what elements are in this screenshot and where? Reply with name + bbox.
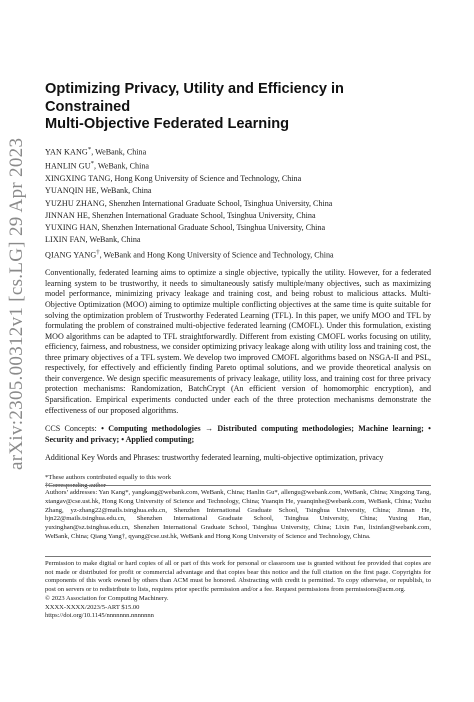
author-entry bbox=[45, 210, 431, 222]
author-list bbox=[45, 144, 431, 262]
author-entry bbox=[45, 158, 431, 173]
copyright-line: © 2023 Association for Computing Machinery. bbox=[45, 594, 169, 602]
author-entry bbox=[45, 144, 431, 159]
footnote-corresponding-author: †Corresponding author bbox=[45, 482, 106, 490]
author-name: YUANQIN HE bbox=[45, 186, 97, 196]
author-affiliation: , WeBank, China bbox=[96, 186, 152, 196]
author-mark: * bbox=[90, 160, 95, 168]
permission-statement: Permission to make digital or hard copies of all or part of this work for personal or classroom use is granted without fee provided that copies are not made or distributed for profit or commercial advantage and that copies bear this notice and the full citation on the first page. Copyrights for components of this work owned by others than ACM must be honored. Abstracting with credit is permitted. To copy otherwise, or republish, to post on servers or to redistribute to lists, requires prior specific permission and/or a fee. Request permissions from permissions@acm.org. bbox=[45, 560, 431, 594]
author-affiliation: , Shenzhen International Graduate School, Tsinghua University, China bbox=[87, 210, 316, 220]
author-affiliation: , WeBank, China bbox=[94, 162, 149, 172]
author-name: HANLIN GU bbox=[45, 162, 91, 172]
author-name: JINNAN HE bbox=[45, 210, 88, 220]
author-name: YUZHU ZHANG bbox=[45, 198, 105, 208]
author-name: QIANG YANG bbox=[45, 250, 97, 260]
author-affiliation: , Hong Kong University of Science and Technology, China bbox=[110, 174, 302, 184]
footnote-equal-contribution: *These authors contributed equally to this work bbox=[45, 473, 171, 481]
issn-line: XXXX-XXXX/2023/5-ART $15.00 bbox=[45, 603, 140, 611]
author-mark: † bbox=[96, 248, 100, 256]
abstract: Conventionally, federated learning aims to optimize a single objective, typically the utility. However, for a federated learning system to be trustworthy, it needs to simultaneously satisfy multiple/many objectives, such as maximizing model performance, minimizing privacy leakage and training cost, and being robust to malicious attacks. Multi-Objective Optimization (MOO) aiming to optimize multiple conflicting objectives at the same time is quite suitable for solving the optimization problem of Trustworthy Federated Learning (TFL). In this paper, we unify MOO and TFL by formulating the problem of constrained multi-objective federated learning (CMOFL). Under this formulation, existing MOO algorithms can be adapted to TFL straightforwardly. Different from existing CMOFL works focusing on utility, efficiency, fairness, and robustness, we consider optimizing privacy leakage along with utility loss and training cost, the three primary objectives of a TFL system. We develop two improved CMOFL algorithms based on NSGA-II and PSL, respectively, for effectively and efficiently finding Pareto optimal solutions, and we provide theoretical analysis on their convergence. We design specific measurements of privacy leakage, utility loss, and training cost for three privacy protection mechanisms: Randomization, BatchCrypt (An efficient version of homomorphic encryption), and Sparsification. Empirical experiments conducted under each of the three protection mechanisms demonstrate the effectiveness of our proposed algorithms. bbox=[45, 268, 431, 415]
ccs-concepts bbox=[45, 424, 431, 445]
author-affiliation: , WeBank and Hong Kong University of Science and Technology, China bbox=[99, 250, 334, 260]
author-affiliation: , Shenzhen International Graduate School, Tsinghua University, China bbox=[104, 198, 333, 208]
author-entry bbox=[45, 222, 431, 234]
permission-notice-block bbox=[45, 556, 431, 621]
additional-keywords: Additional Key Words and Phrases: trustworthy federated learning, multi-objective optimization, privacy bbox=[45, 453, 384, 463]
front-matter bbox=[45, 81, 431, 491]
author-name: LIXIN FAN bbox=[45, 235, 86, 245]
title-line-2: Multi-Objective Federated Learning bbox=[45, 116, 290, 132]
author-entry bbox=[45, 247, 431, 262]
author-name: YUXING HAN bbox=[45, 223, 98, 233]
author-affiliation: , WeBank, China bbox=[85, 235, 141, 245]
author-affiliation: , Shenzhen International Graduate School, Tsinghua University, China bbox=[97, 223, 326, 233]
author-entry bbox=[45, 234, 431, 246]
paper-title bbox=[45, 81, 431, 134]
authors-addresses: Authors’ addresses: Yan Kang*, yangkang@webank.com, WeBank, China; Hanlin Gu*, allengu@webank.com, WeBank, China; Xingxing Tang, xtangav@cse.ust.hk, Hong Kong University of Science and Technology, China; Yuanqin He, yuanqinhe@webank.com, WeBank, China; Yuzhu Zhang, yz-zhang22@mails.tsinghua.edu.cn, Shenzhen International Graduate School, Tsinghua University, China; Jinnan He, hjn22@mails.tsinghua.edu.cn, Shenzhen International Graduate School, Tsinghua University, China; Yuxing Han, yuxinghan@sz.tsinghua.edu.cn, Shenzhen International Graduate School, Tsinghua University, China; Lixin Fan, lixinfan@webank.com, WeBank, China; Qiang Yang†, qyang@cse.ust.hk, WeBank and Hong Kong University of Science and Technology, China. bbox=[45, 485, 431, 542]
title-line-1: Optimizing Privacy, Utility and Efficiency in Constrained bbox=[45, 81, 344, 115]
ccs-items: • Computing methodologies → Distributed computing methodologies; Machine learning; • Security and privacy; • Applied computing; bbox=[45, 424, 431, 444]
author-name: XINGXING TANG bbox=[45, 174, 111, 184]
author-name: YAN KANG bbox=[45, 147, 88, 157]
ccs-label: CCS Concepts: bbox=[45, 424, 102, 434]
author-entry bbox=[45, 185, 431, 197]
author-mark: * bbox=[87, 145, 92, 153]
author-entry bbox=[45, 173, 431, 185]
author-affiliation: , WeBank, China bbox=[91, 147, 147, 157]
doi-link[interactable]: https://doi.org/10.1145/nnnnnnn.nnnnnnn bbox=[45, 612, 154, 620]
author-entry bbox=[45, 198, 431, 210]
arxiv-identifier-stamp[interactable]: arXiv:2305.00312v1 [cs.LG] 29 Apr 2023 bbox=[6, 137, 27, 470]
